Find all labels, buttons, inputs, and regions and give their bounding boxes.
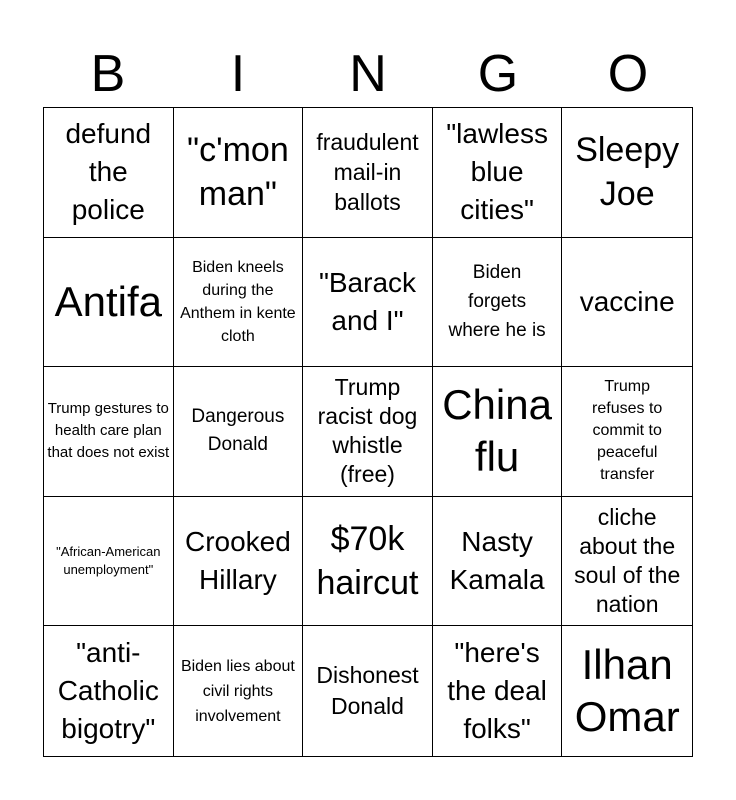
- cell-text: Trump racist dog whistle (free): [317, 374, 418, 488]
- header-letter-g: G: [477, 45, 519, 103]
- cell-text: Ilhan Omar: [574, 641, 680, 741]
- bingo-cell[interactable]: [174, 367, 304, 497]
- bingo-cell[interactable]: [562, 238, 692, 368]
- cell-text: cliche about the soul of the nation: [574, 504, 681, 618]
- cell-text: Dangerous Donald: [191, 406, 285, 456]
- header-letter-i: I: [230, 45, 246, 103]
- cell-text: Biden kneels during the Anthem in kente cloth: [180, 258, 296, 345]
- cell-text: Trump gestures to health care plan that does not exist: [47, 400, 170, 462]
- header-letter-o: O: [607, 45, 649, 103]
- bingo-cell[interactable]: [303, 626, 433, 756]
- bingo-cell[interactable]: [562, 367, 692, 497]
- cell-text: Trump refuses to commit to peaceful transfer: [592, 378, 663, 484]
- bingo-cell[interactable]: [562, 108, 692, 238]
- bingo-cell[interactable]: [303, 497, 433, 627]
- bingo-cell[interactable]: [433, 108, 563, 238]
- bingo-cell[interactable]: [44, 626, 174, 756]
- bingo-cell[interactable]: [433, 497, 563, 627]
- cell-text: Dishonest Donald: [316, 662, 419, 720]
- bingo-cell[interactable]: [562, 497, 692, 627]
- cell-text: "anti-Catholic bigotry": [57, 637, 159, 745]
- bingo-cell[interactable]: [44, 367, 174, 497]
- bingo-cell[interactable]: [44, 108, 174, 238]
- bingo-cell[interactable]: [433, 626, 563, 756]
- cell-text: "lawless blue cities": [446, 118, 548, 226]
- bingo-cell[interactable]: [174, 238, 304, 368]
- cell-text: China flu: [442, 381, 552, 481]
- bingo-cell[interactable]: [44, 238, 174, 368]
- bingo-header: [43, 40, 693, 108]
- bingo-cell[interactable]: [562, 626, 692, 756]
- cell-text: Crooked Hillary: [184, 526, 291, 596]
- bingo-board: [43, 107, 693, 757]
- bingo-cell[interactable]: [174, 497, 304, 627]
- cell-text: "c'mon man": [187, 131, 289, 214]
- bingo-cell[interactable]: [44, 497, 174, 627]
- bingo-cell[interactable]: [433, 238, 563, 368]
- cell-text: Biden lies about civil rights involvement: [180, 657, 295, 725]
- bingo-cell[interactable]: [303, 367, 433, 497]
- cell-text: "here's the deal folks": [447, 637, 547, 745]
- bingo-cell[interactable]: [303, 108, 433, 238]
- bingo-cell[interactable]: [433, 367, 563, 497]
- header-letter-b: B: [90, 45, 126, 103]
- cell-text: Antifa: [54, 277, 162, 325]
- bingo-cell[interactable]: [303, 238, 433, 368]
- bingo-cell[interactable]: [174, 108, 304, 238]
- cell-text: Biden forgets where he is: [448, 262, 546, 342]
- header-letter-n: N: [349, 45, 387, 103]
- cell-text: Sleepy Joe: [575, 131, 680, 214]
- cell-text: defund the police: [65, 118, 152, 226]
- cell-text: vaccine: [579, 285, 675, 317]
- cell-text: $70k haircut: [316, 520, 419, 603]
- cell-text: Nasty Kamala: [449, 526, 545, 596]
- cell-text: "African-American unemployment": [56, 544, 161, 578]
- bingo-cell[interactable]: [174, 626, 304, 756]
- cell-text: "Barack and I": [318, 266, 417, 336]
- cell-text: fraudulent mail-in ballots: [316, 129, 419, 216]
